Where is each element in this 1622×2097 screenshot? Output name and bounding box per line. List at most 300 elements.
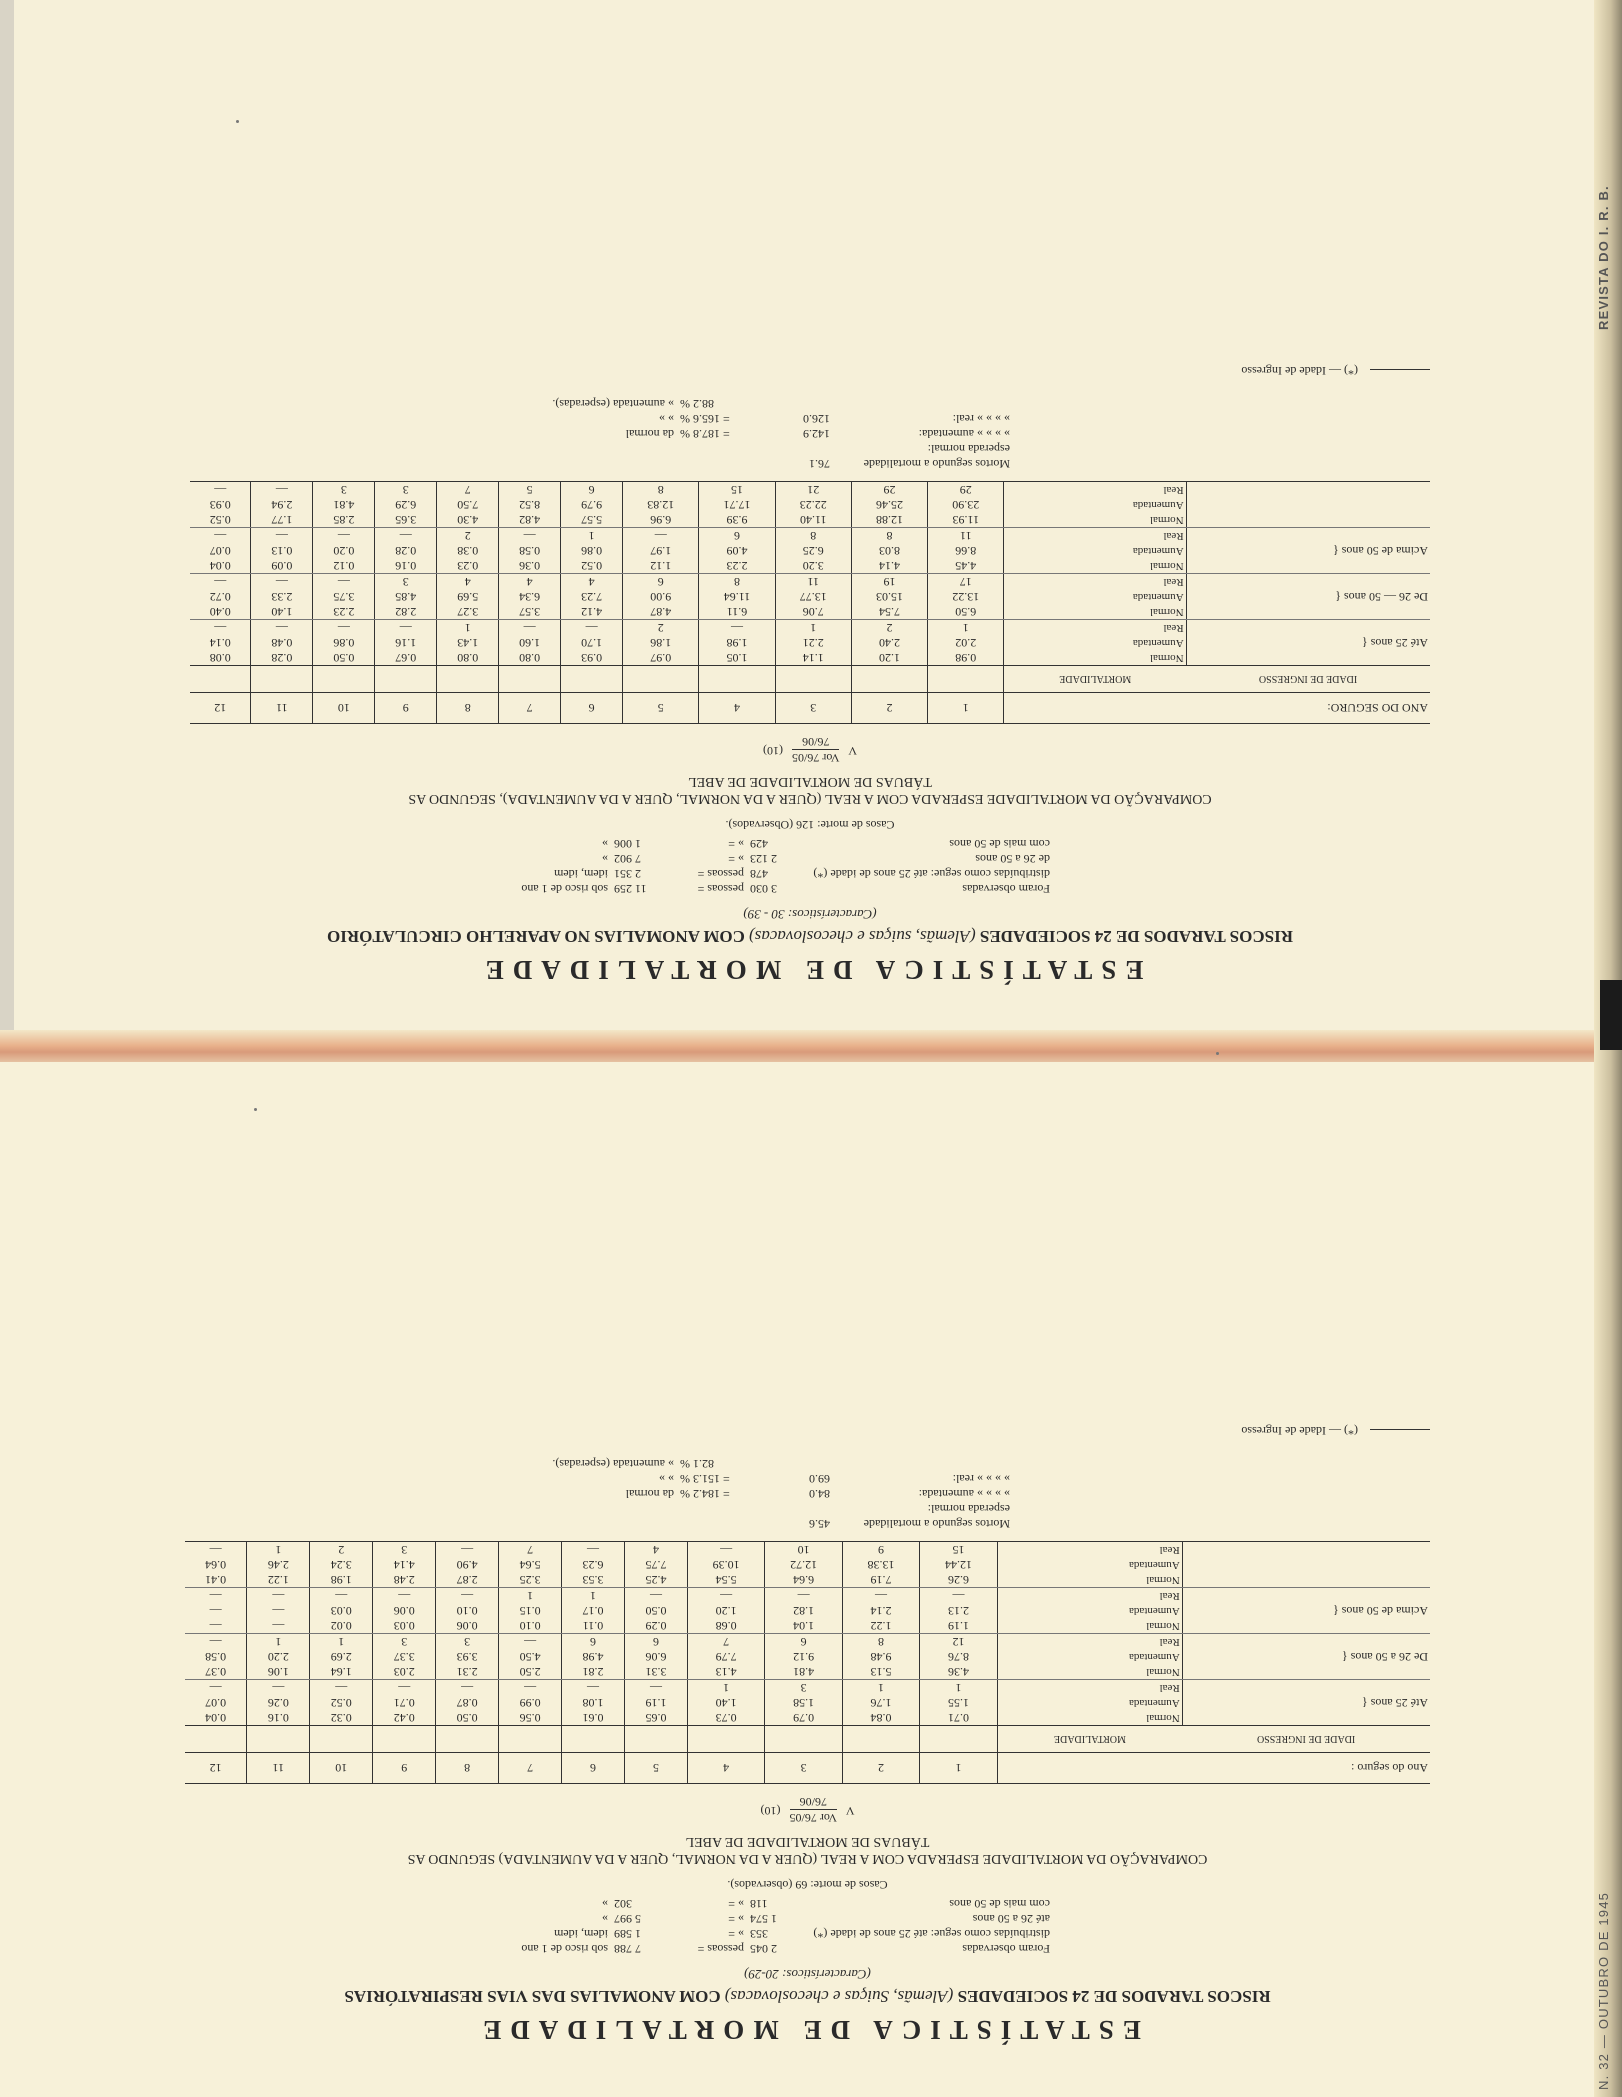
value: 0.52 bbox=[581, 559, 603, 573]
value: 1.86 bbox=[650, 636, 672, 650]
deaths-label bbox=[830, 1456, 1010, 1471]
value-cell bbox=[920, 1634, 997, 1680]
mortality-kinds bbox=[997, 1588, 1182, 1634]
value: 2 bbox=[464, 529, 471, 543]
age-group-label bbox=[1186, 482, 1430, 528]
kind-label: Normal bbox=[1146, 1574, 1180, 1586]
observed-unit: » = bbox=[728, 1927, 744, 1941]
value: 9.00 bbox=[650, 590, 672, 604]
value: 3.25 bbox=[519, 1573, 541, 1587]
value: 1.40 bbox=[715, 1696, 737, 1710]
kind-label: Aumentada bbox=[1129, 1605, 1180, 1617]
table-row bbox=[190, 574, 1430, 620]
value-cell bbox=[775, 482, 851, 528]
value: 1.06 bbox=[267, 1665, 289, 1679]
value: 1 bbox=[275, 1635, 282, 1649]
observed-persons: 429 bbox=[750, 837, 768, 851]
value: — bbox=[209, 1543, 222, 1557]
observed-block bbox=[190, 836, 1050, 896]
value: 6 bbox=[590, 1635, 596, 1649]
value: 3.31 bbox=[645, 1665, 667, 1679]
value-cell bbox=[499, 1588, 562, 1634]
value: 7.50 bbox=[457, 498, 479, 512]
observed-persons: 3 030 bbox=[750, 882, 777, 896]
value: 1.98 bbox=[726, 636, 748, 650]
empty-cell bbox=[251, 666, 313, 693]
value: 0.68 bbox=[715, 1619, 737, 1633]
value: 0.64 bbox=[205, 1558, 227, 1572]
subtitle-paren: (Alemãs, Suiças e checoslovacas) bbox=[724, 1987, 954, 2006]
deaths-row bbox=[185, 1501, 1010, 1531]
year-cell: 5 bbox=[624, 1753, 687, 1784]
value: 5.64 bbox=[519, 1558, 541, 1572]
value: 2.33 bbox=[271, 590, 293, 604]
value: 2.69 bbox=[330, 1650, 352, 1664]
value: 13.38 bbox=[867, 1558, 895, 1572]
value: 7.23 bbox=[581, 590, 603, 604]
value-cell bbox=[623, 528, 699, 574]
value: 2.21 bbox=[802, 636, 824, 650]
observed-label: Foram observadas bbox=[962, 1942, 1050, 1956]
kind-label: Real bbox=[1159, 1636, 1180, 1648]
comparison-line-1: COMPARAÇÃO DA MORTALIDADE ESPERADA COM A REAL (QUER A DA NORMAL, QUER A DA AUMENTADA), SEGUNDO AS bbox=[408, 791, 1212, 806]
kind-label: Aumentada bbox=[1132, 591, 1184, 603]
value-cell bbox=[687, 1680, 764, 1726]
empty-cell bbox=[437, 666, 499, 693]
empty-cell bbox=[562, 1726, 625, 1753]
value-cell bbox=[851, 482, 927, 528]
value: 0.11 bbox=[582, 1619, 604, 1633]
observed-risk: 302 bbox=[614, 1897, 632, 1911]
value: — bbox=[209, 1589, 222, 1603]
value: 4.87 bbox=[650, 605, 672, 619]
observed-label: distribuídas como segue: até 25 anos de idade (*) bbox=[813, 1927, 1050, 1941]
formula bbox=[185, 1794, 1430, 1825]
kind-label: Real bbox=[1163, 576, 1184, 588]
observed-row bbox=[185, 1896, 1050, 1911]
value-cell bbox=[436, 1588, 499, 1634]
value: 1.14 bbox=[802, 651, 824, 665]
value-cell bbox=[251, 574, 313, 620]
age-group-label: Até 25 anos { bbox=[1182, 1680, 1430, 1726]
value: 9 bbox=[878, 1543, 885, 1557]
value: 19 bbox=[883, 575, 896, 589]
value: — bbox=[214, 621, 227, 635]
year-cell: 1 bbox=[928, 693, 1004, 724]
value: 5 bbox=[526, 483, 533, 497]
value: 2.02 bbox=[955, 636, 977, 650]
value: 0.50 bbox=[333, 651, 355, 665]
observed-persons: 353 bbox=[750, 1927, 768, 1941]
deaths-ref: » » bbox=[659, 412, 674, 426]
table-row bbox=[185, 1542, 1430, 1588]
value: 4 bbox=[652, 1543, 659, 1557]
value-cell bbox=[313, 574, 375, 620]
deaths-percent: = 165.6 % bbox=[680, 412, 730, 426]
kind-label: Real bbox=[1163, 484, 1184, 496]
value: 4 bbox=[526, 575, 533, 589]
value: 4 bbox=[464, 575, 471, 589]
value: — bbox=[398, 1681, 411, 1695]
value: 2.03 bbox=[393, 1665, 415, 1679]
deaths-ref bbox=[674, 441, 680, 471]
value-cell bbox=[499, 574, 561, 620]
observed-desc: » bbox=[602, 1897, 608, 1911]
value: 0.86 bbox=[333, 636, 355, 650]
year-cell: 2 bbox=[851, 693, 927, 724]
value: 4.30 bbox=[457, 513, 479, 527]
value-cell bbox=[842, 1680, 919, 1726]
value: 3.53 bbox=[582, 1573, 604, 1587]
formula-ref: (10) bbox=[760, 1803, 781, 1818]
value: — bbox=[461, 1589, 474, 1603]
value: 3.37 bbox=[393, 1650, 415, 1664]
value: 1.43 bbox=[457, 636, 479, 650]
value: 2.46 bbox=[267, 1558, 289, 1572]
value: 0.58 bbox=[519, 544, 541, 558]
deaths-label: » » » » aumentada: bbox=[918, 427, 1010, 441]
value-cell bbox=[185, 1542, 247, 1588]
value-cell bbox=[928, 528, 1004, 574]
value-cell bbox=[699, 574, 775, 620]
value: 0.37 bbox=[205, 1665, 227, 1679]
value-cell bbox=[247, 1588, 310, 1634]
value: 9.12 bbox=[793, 1650, 815, 1664]
value-cell bbox=[310, 1680, 373, 1726]
value: — bbox=[272, 1619, 285, 1633]
value: — bbox=[272, 1681, 285, 1695]
footnote bbox=[190, 363, 1430, 378]
value-cell bbox=[375, 620, 437, 666]
value: 0.72 bbox=[209, 590, 231, 604]
value-cell bbox=[247, 1680, 310, 1726]
deaths-ref: da normal bbox=[625, 1487, 674, 1501]
deaths-ref: da normal bbox=[625, 427, 674, 441]
year-cell: 11 bbox=[247, 1753, 310, 1784]
kind-label: Normal bbox=[1146, 1666, 1180, 1678]
age-group-label: Acima de 50 anos { bbox=[1186, 528, 1430, 574]
value: 11 bbox=[807, 575, 820, 589]
value: — bbox=[654, 529, 667, 543]
value-cell bbox=[190, 620, 251, 666]
footnote bbox=[185, 1423, 1430, 1438]
kind-label: Aumentada bbox=[1132, 637, 1184, 649]
year-cell: 7 bbox=[499, 1753, 562, 1784]
value: 0.48 bbox=[271, 636, 293, 650]
value: 1 bbox=[590, 1589, 596, 1603]
value: 0.93 bbox=[581, 651, 603, 665]
value: — bbox=[585, 621, 598, 635]
mortalidade-header: MORTALIDADE bbox=[1004, 666, 1186, 693]
value: 0.71 bbox=[393, 1696, 415, 1710]
kind-label: Real bbox=[1159, 1682, 1180, 1694]
deaths-label: Mortos segundo a mortalidade esperada normal: bbox=[863, 1502, 1010, 1531]
value-cell bbox=[373, 1680, 436, 1726]
formula-ref: (10) bbox=[763, 743, 784, 758]
value: 0.08 bbox=[209, 651, 231, 665]
section-title: ESTATÍSTICA DE MORTALIDADE bbox=[474, 2015, 1141, 2045]
value-cell bbox=[313, 528, 375, 574]
formula-fraction bbox=[790, 1794, 837, 1825]
value-cell bbox=[775, 574, 851, 620]
value-cell bbox=[920, 1542, 997, 1588]
value-cell bbox=[499, 1634, 562, 1680]
footnote-text: (*) — Idade de Ingresso bbox=[1241, 364, 1358, 378]
value-cell bbox=[437, 528, 499, 574]
value: 8.52 bbox=[519, 498, 541, 512]
value-cell bbox=[499, 528, 561, 574]
value: 0.12 bbox=[333, 559, 355, 573]
value-cell bbox=[561, 482, 623, 528]
observed-desc: sob risco de 1 ano bbox=[521, 1942, 608, 1956]
value: 7.79 bbox=[715, 1650, 737, 1664]
value-cell bbox=[623, 482, 699, 528]
value: 6.26 bbox=[948, 1573, 969, 1587]
value: 3.27 bbox=[457, 605, 479, 619]
observed-label: de 26 a 50 anos bbox=[975, 852, 1050, 866]
value: 3 bbox=[464, 1635, 471, 1649]
value-cell bbox=[920, 1588, 997, 1634]
observed-risk: 7 902 bbox=[614, 852, 641, 866]
value: 0.28 bbox=[395, 544, 417, 558]
value: 7 bbox=[527, 1543, 534, 1557]
observed-risk: 1 006 bbox=[614, 837, 641, 851]
deaths-summary bbox=[190, 396, 1010, 471]
kind-label: Aumentada bbox=[1129, 1651, 1180, 1663]
mortality-table bbox=[185, 1541, 1430, 1784]
value: — bbox=[524, 1635, 537, 1649]
value: 1 bbox=[588, 529, 595, 543]
value: 23.90 bbox=[952, 498, 980, 512]
table-row bbox=[190, 620, 1430, 666]
value: 6.11 bbox=[726, 605, 748, 619]
value: 17 bbox=[959, 575, 972, 589]
value: — bbox=[523, 529, 536, 543]
table-row bbox=[185, 1588, 1430, 1634]
value: — bbox=[272, 1604, 285, 1618]
value: 3 bbox=[401, 1635, 408, 1649]
value: — bbox=[524, 1681, 537, 1695]
observed-label: até 26 a 50 anos bbox=[972, 1912, 1050, 1926]
value: 0.14 bbox=[209, 636, 231, 650]
section-title: ESTATÍSTICA DE MORTALIDADE bbox=[476, 955, 1144, 985]
deaths-percent: 88.2 % bbox=[680, 397, 714, 411]
value: 1 bbox=[527, 1589, 534, 1603]
value: 8 bbox=[810, 529, 817, 543]
value-cell bbox=[561, 620, 623, 666]
observed-risk: 1 589 bbox=[614, 1927, 641, 1941]
value: 0.06 bbox=[393, 1604, 415, 1618]
value: 0.98 bbox=[955, 651, 977, 665]
value-cell bbox=[562, 1542, 625, 1588]
value: 3.24 bbox=[330, 1558, 352, 1572]
value-cell bbox=[765, 1680, 842, 1726]
value-cell bbox=[623, 574, 699, 620]
observed-persons: 1 574 bbox=[750, 1912, 777, 1926]
value-cell bbox=[499, 482, 561, 528]
empty-cell bbox=[928, 666, 1004, 693]
year-cell: 9 bbox=[375, 693, 437, 724]
value: 1.40 bbox=[271, 605, 293, 619]
value: 17.71 bbox=[723, 498, 751, 512]
deaths-row bbox=[185, 1486, 1010, 1501]
value: 4.85 bbox=[395, 590, 417, 604]
value: 1.19 bbox=[948, 1619, 969, 1633]
mortality-kinds bbox=[1004, 574, 1186, 620]
value: — bbox=[523, 621, 536, 635]
observed-unit: » = bbox=[728, 852, 744, 866]
kind-label: Normal bbox=[1146, 1712, 1180, 1724]
value: 29 bbox=[959, 483, 972, 497]
value-cell bbox=[624, 1634, 687, 1680]
value: 2.23 bbox=[333, 605, 355, 619]
value-cell bbox=[765, 1588, 842, 1634]
deaths-value: 142.9 bbox=[803, 427, 830, 441]
value: — bbox=[720, 1543, 733, 1557]
value: 1.22 bbox=[267, 1573, 289, 1587]
value-cell bbox=[190, 574, 251, 620]
value: 0.56 bbox=[519, 1711, 541, 1725]
observed-desc: » bbox=[602, 1912, 608, 1926]
value-cell bbox=[624, 1542, 687, 1588]
value: 8.03 bbox=[879, 544, 901, 558]
value-cell bbox=[920, 1680, 997, 1726]
value: 6 bbox=[588, 483, 595, 497]
speck bbox=[1216, 1052, 1219, 1055]
value: 0.20 bbox=[333, 544, 355, 558]
value: 2.87 bbox=[456, 1573, 478, 1587]
deaths-value: 76.1 bbox=[809, 457, 830, 471]
value: 7.19 bbox=[870, 1573, 892, 1587]
value: 1.12 bbox=[650, 559, 672, 573]
value-cell bbox=[851, 528, 927, 574]
value-cell bbox=[313, 482, 375, 528]
value: 0.04 bbox=[205, 1711, 227, 1725]
speck bbox=[254, 1108, 257, 1111]
mortality-statistic-respiratory bbox=[185, 1145, 1430, 2045]
value: 0.40 bbox=[209, 605, 231, 619]
value: 1 bbox=[878, 1681, 885, 1695]
year-cell: 6 bbox=[561, 693, 623, 724]
deaths-row bbox=[185, 1471, 1010, 1486]
deaths-row bbox=[185, 1456, 1010, 1471]
formula-denominator: 76/06 bbox=[799, 1795, 827, 1809]
value: — bbox=[335, 1681, 348, 1695]
value: 3 bbox=[402, 575, 409, 589]
value: — bbox=[731, 621, 743, 635]
year-cell: 8 bbox=[437, 693, 499, 724]
value: 0.67 bbox=[395, 651, 417, 665]
kind-label: Real bbox=[1159, 1544, 1180, 1556]
value: 0.52 bbox=[330, 1696, 352, 1710]
value: 5.57 bbox=[581, 513, 603, 527]
age-group-label: De 26 — 50 anos { bbox=[1186, 574, 1430, 620]
empty-cell bbox=[775, 666, 851, 693]
mortality-kinds bbox=[1004, 482, 1186, 528]
value: 5.13 bbox=[870, 1665, 892, 1679]
value-cell bbox=[373, 1542, 436, 1588]
value-cell bbox=[310, 1634, 373, 1680]
value: 3 bbox=[340, 483, 347, 497]
value: 0.09 bbox=[271, 559, 293, 573]
value: 2.81 bbox=[582, 1665, 604, 1679]
deaths-ref: » » bbox=[659, 1472, 674, 1486]
empty-cell bbox=[687, 1726, 764, 1753]
value-cell bbox=[437, 620, 499, 666]
value-cell bbox=[375, 482, 437, 528]
value: 0.79 bbox=[793, 1711, 815, 1725]
value: 1.05 bbox=[726, 651, 748, 665]
value-cell bbox=[687, 1542, 764, 1588]
empty-cell bbox=[842, 1726, 919, 1753]
value: 0.07 bbox=[205, 1696, 227, 1710]
value: 1.97 bbox=[650, 544, 672, 558]
year-cell: 10 bbox=[310, 1753, 373, 1784]
age-group-label: Até 25 anos { bbox=[1186, 620, 1430, 666]
value: — bbox=[209, 1604, 222, 1618]
value: — bbox=[461, 1681, 474, 1695]
deaths-ref: » aumentada (esperadas). bbox=[552, 397, 674, 411]
value-cell bbox=[765, 1542, 842, 1588]
subheader-row bbox=[185, 1726, 1430, 1753]
value: 0.42 bbox=[393, 1711, 415, 1725]
idade-header: IDADE DE INGRESSO bbox=[1186, 666, 1430, 693]
age-group-label: Acima de 50 anos { bbox=[1182, 1588, 1430, 1634]
value: 1.20 bbox=[879, 651, 901, 665]
observed-desc: sob risco de 1 ano bbox=[521, 882, 608, 896]
value-cell bbox=[499, 1542, 562, 1588]
value: 2.23 bbox=[726, 559, 748, 573]
value: 0.87 bbox=[456, 1696, 478, 1710]
value-cell bbox=[437, 482, 499, 528]
value-cell bbox=[561, 528, 623, 574]
value: 0.10 bbox=[456, 1604, 478, 1618]
year-cell: 7 bbox=[499, 693, 561, 724]
value-cell bbox=[375, 528, 437, 574]
value: 0.28 bbox=[271, 651, 293, 665]
kind-label: Aumentada bbox=[1129, 1697, 1180, 1709]
value: 11.64 bbox=[723, 590, 751, 604]
value: 6 bbox=[800, 1635, 807, 1649]
death-cases: Casos de morte: 126 (Observados). bbox=[725, 818, 895, 832]
observed-risk: 2 351 bbox=[614, 867, 641, 881]
value: 13.22 bbox=[952, 590, 980, 604]
table-row bbox=[190, 482, 1430, 528]
value: 0.13 bbox=[271, 544, 293, 558]
year-header-row bbox=[185, 1753, 1430, 1784]
mortality-table bbox=[190, 481, 1430, 724]
value: 1.20 bbox=[715, 1604, 737, 1618]
value: 1.08 bbox=[582, 1696, 604, 1710]
value: 12.88 bbox=[876, 513, 904, 527]
value: 4 bbox=[588, 575, 595, 589]
value: 1 bbox=[338, 1635, 345, 1649]
deaths-percent: = 184.2 % bbox=[680, 1487, 730, 1501]
value: 4.09 bbox=[726, 544, 748, 558]
value-cell bbox=[842, 1634, 919, 1680]
value: 1.98 bbox=[330, 1573, 352, 1587]
value-cell bbox=[310, 1542, 373, 1588]
value-cell bbox=[313, 620, 375, 666]
observed-row bbox=[185, 1941, 1050, 1956]
value: 0.36 bbox=[519, 559, 541, 573]
value: 8 bbox=[734, 575, 740, 589]
value: 7.06 bbox=[802, 605, 824, 619]
value: 1 bbox=[955, 1681, 962, 1695]
deaths-value: 45.6 bbox=[809, 1517, 830, 1531]
kind-label: Real bbox=[1163, 622, 1184, 634]
deaths-row bbox=[190, 411, 1010, 426]
